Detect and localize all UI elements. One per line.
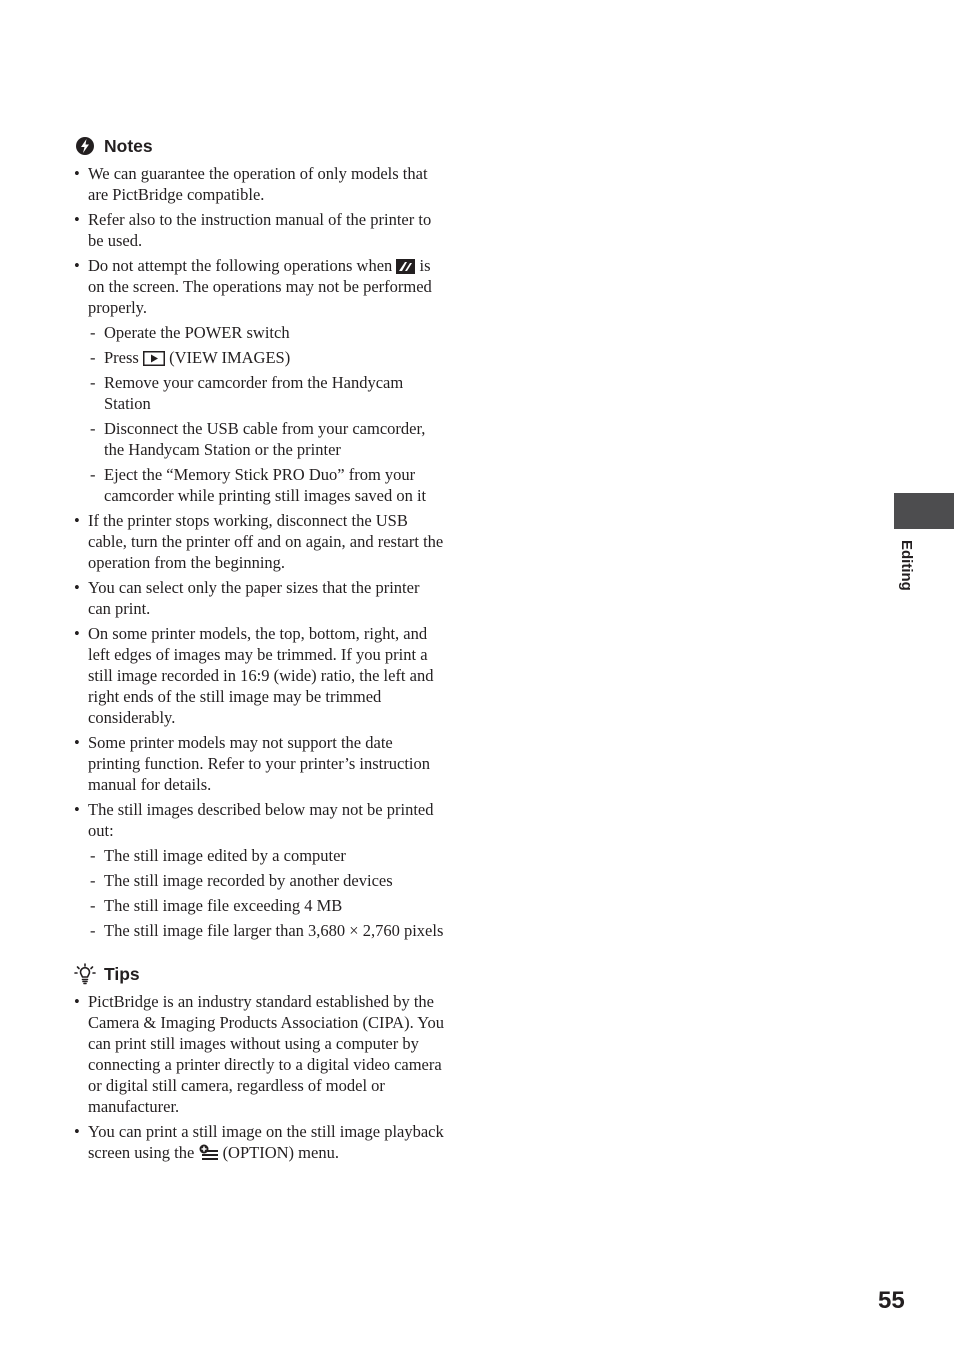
main-column [74,133,446,1163]
notes-list [74,163,446,941]
option-menu-icon [198,1144,218,1161]
tips-heading-text: Tips [104,963,140,984]
list-item: • We can guarantee the operation of only models that are PictBridge compatible. [74,163,446,205]
list-item: - Press (VIEW IMAGES) [74,347,446,368]
tips-list [74,991,446,1163]
list-item: • You can print a still image on the still image playback screen using the (OPTION) menu. [74,1121,446,1163]
tips-heading [74,961,446,987]
sub-list [88,845,446,941]
list-item: - Operate the POWER switch [74,322,446,343]
notes-icon [74,135,96,157]
list-item: • Do not attempt the following operations when is on the screen. The operations may not be performed properly. - Operate the POWER switch - Press (VIEW IMAGES) - Remove your camcorder from the Handycam Station - Disconnect the USB cable from your camcorder, the Handycam Station or the printer - Eject the “Memory Stick PRO Duo” from your camcorder while printing still images saved on it [74,255,446,506]
section-tab [894,493,954,529]
list-item: • You can select only the paper sizes that the printer can print. [74,577,446,619]
section-label: Editing [898,540,915,591]
sub-list [88,322,446,506]
pictbridge-connecting-icon [396,259,415,274]
list-item: • Refer also to the instruction manual of the printer to be used. [74,209,446,251]
page-number: 55 [878,1287,905,1314]
list-item: - Eject the “Memory Stick PRO Duo” from your camcorder while printing still images saved on it [74,464,446,506]
list-item: - The still image file exceeding 4 MB [74,895,446,916]
list-item: - Disconnect the USB cable from your camcorder, the Handycam Station or the printer [74,418,446,460]
list-item: - The still image recorded by another devices [74,870,446,891]
list-item: - Remove your camcorder from the Handycam Station [74,372,446,414]
notes-heading-text: Notes [104,135,153,156]
list-item: • On some printer models, the top, bottom, right, and left edges of images may be trimmed. If you print a still image recorded in 16:9 (wide) ratio, the left and right ends of the still image may be trimmed considerably. [74,623,446,728]
list-item: • If the printer stops working, disconnect the USB cable, turn the printer off and on again, and restart the operation from the beginning. [74,510,446,573]
list-item: • PictBridge is an industry standard established by the Camera & Imaging Products Association (CIPA). You can print still images without using a computer by connecting a printer directly to a digital video camera or digital still camera, regardless of model or manufacturer. [74,991,446,1117]
view-images-button-icon [143,351,165,366]
list-item: • Some printer models may not support the date printing function. Refer to your printer’s instruction manual for details. [74,732,446,795]
list-item: - The still image edited by a computer [74,845,446,866]
list-item: - The still image file larger than 3,680 × 2,760 pixels [74,920,446,941]
list-item: • The still images described below may not be printed out: - The still image edited by a computer - The still image recorded by another devices - The still image file exceeding 4 MB - The still image file larger than 3,680 × 2,760 pixels [74,799,446,941]
lightbulb-icon [74,963,96,985]
notes-heading [74,133,446,159]
